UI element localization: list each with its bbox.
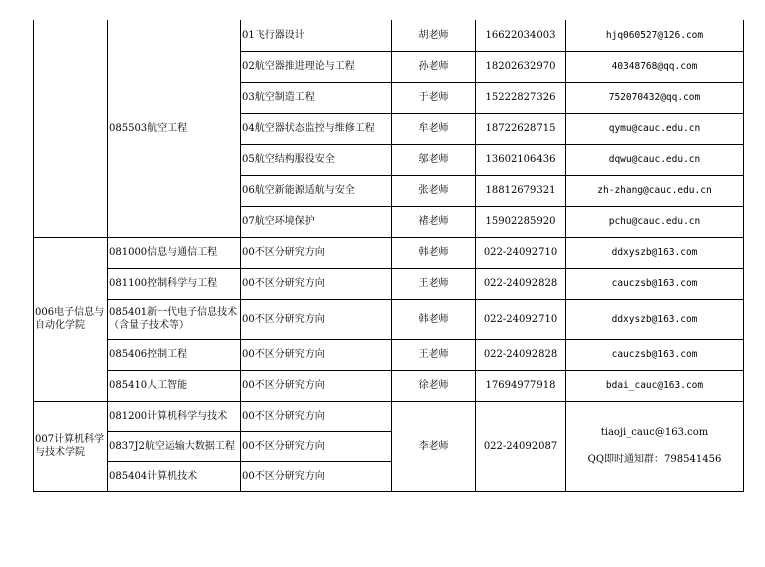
email-cell: zh-zhang@cauc.edu.cn bbox=[566, 175, 744, 206]
phone-cell: 13602106436 bbox=[476, 144, 566, 175]
phone-cell: 022-24092087 bbox=[476, 401, 566, 491]
teacher-cell: 张老师 bbox=[392, 175, 476, 206]
email-cell: qymu@cauc.edu.cn bbox=[566, 113, 744, 144]
email-cell: cauczsb@163.com bbox=[566, 268, 744, 299]
table-row bbox=[34, 339, 744, 370]
email-cell: pchu@cauc.edu.cn bbox=[566, 206, 744, 237]
direction-cell: 00不区分研究方向 bbox=[241, 370, 392, 401]
table-row bbox=[34, 401, 744, 431]
direction-cell: 01飞行器设计 bbox=[241, 20, 392, 51]
direction-cell: 02航空器推进理论与工程 bbox=[241, 51, 392, 82]
major-cell: 085410人工智能 bbox=[108, 370, 241, 401]
teacher-cell: 徐老师 bbox=[392, 370, 476, 401]
table-row bbox=[34, 268, 744, 299]
direction-cell: 00不区分研究方向 bbox=[241, 268, 392, 299]
phone-cell: 15222827326 bbox=[476, 82, 566, 113]
teacher-cell: 牟老师 bbox=[392, 113, 476, 144]
direction-cell: 00不区分研究方向 bbox=[241, 461, 392, 491]
phone-cell: 18812679321 bbox=[476, 175, 566, 206]
teacher-cell: 孙老师 bbox=[392, 51, 476, 82]
phone-cell: 022-24092828 bbox=[476, 339, 566, 370]
college-cell bbox=[34, 20, 108, 237]
direction-cell: 03航空制造工程 bbox=[241, 82, 392, 113]
table-row bbox=[34, 370, 744, 401]
teacher-cell: 韩老师 bbox=[392, 299, 476, 339]
table-row bbox=[34, 237, 744, 268]
teacher-cell: 于老师 bbox=[392, 82, 476, 113]
major-cell: 085406控制工程 bbox=[108, 339, 241, 370]
qq-group-text: QQ即时通知群：798541456 bbox=[587, 454, 722, 465]
college-cell: 007计算机科学与技术学院 bbox=[34, 401, 108, 491]
direction-cell: 05航空结构服役安全 bbox=[241, 144, 392, 175]
major-cell: 081100控制科学与工程 bbox=[108, 268, 241, 299]
email-cell: ddxyszb@163.com bbox=[566, 237, 744, 268]
table-row bbox=[34, 299, 744, 339]
direction-cell: 00不区分研究方向 bbox=[241, 401, 392, 431]
direction-cell: 00不区分研究方向 bbox=[241, 431, 392, 461]
direction-cell: 00不区分研究方向 bbox=[241, 339, 392, 370]
phone-cell: 17694977918 bbox=[476, 370, 566, 401]
major-cell: 085404计算机技术 bbox=[108, 461, 241, 491]
major-cell: 081000信息与通信工程 bbox=[108, 237, 241, 268]
table-row bbox=[34, 20, 744, 51]
major-cell: 085401新一代电子信息技术（含量子技术等） bbox=[108, 299, 241, 339]
teacher-cell: 韩老师 bbox=[392, 237, 476, 268]
phone-cell: 022-24092710 bbox=[476, 237, 566, 268]
email-cell: 40348768@qq.com bbox=[566, 51, 744, 82]
admissions-contact-table bbox=[33, 20, 744, 492]
direction-cell: 00不区分研究方向 bbox=[241, 299, 392, 339]
email-cell: bdai_cauc@163.com bbox=[566, 370, 744, 401]
direction-cell: 07航空环境保护 bbox=[241, 206, 392, 237]
contact-cell bbox=[566, 401, 744, 491]
major-cell: 081200计算机科学与技术 bbox=[108, 401, 241, 431]
email-text: tiaoji_cauc@163.com bbox=[600, 427, 709, 438]
teacher-cell: 邬老师 bbox=[392, 144, 476, 175]
teacher-cell: 胡老师 bbox=[392, 20, 476, 51]
phone-cell: 022-24092710 bbox=[476, 299, 566, 339]
email-cell: ddxyszb@163.com bbox=[566, 299, 744, 339]
email-cell: dqwu@cauc.edu.cn bbox=[566, 144, 744, 175]
phone-cell: 18722628715 bbox=[476, 113, 566, 144]
phone-cell: 18202632970 bbox=[476, 51, 566, 82]
direction-cell: 04航空器状态监控与维修工程 bbox=[241, 113, 392, 144]
major-cell: 085503航空工程 bbox=[108, 20, 241, 237]
teacher-cell: 王老师 bbox=[392, 339, 476, 370]
phone-cell: 15902285920 bbox=[476, 206, 566, 237]
teacher-cell: 王老师 bbox=[392, 268, 476, 299]
direction-cell: 00不区分研究方向 bbox=[241, 237, 392, 268]
college-cell: 006电子信息与自动化学院 bbox=[34, 237, 108, 401]
email-cell: cauczsb@163.com bbox=[566, 339, 744, 370]
email-cell: hjq060527@126.com bbox=[566, 20, 744, 51]
direction-cell: 06航空新能源适航与安全 bbox=[241, 175, 392, 206]
major-cell: 0837J2航空运输大数据工程 bbox=[108, 431, 241, 461]
phone-cell: 022-24092828 bbox=[476, 268, 566, 299]
teacher-cell: 李老师 bbox=[392, 401, 476, 491]
email-cell: 752070432@qq.com bbox=[566, 82, 744, 113]
teacher-cell: 褚老师 bbox=[392, 206, 476, 237]
phone-cell: 16622034003 bbox=[476, 20, 566, 51]
